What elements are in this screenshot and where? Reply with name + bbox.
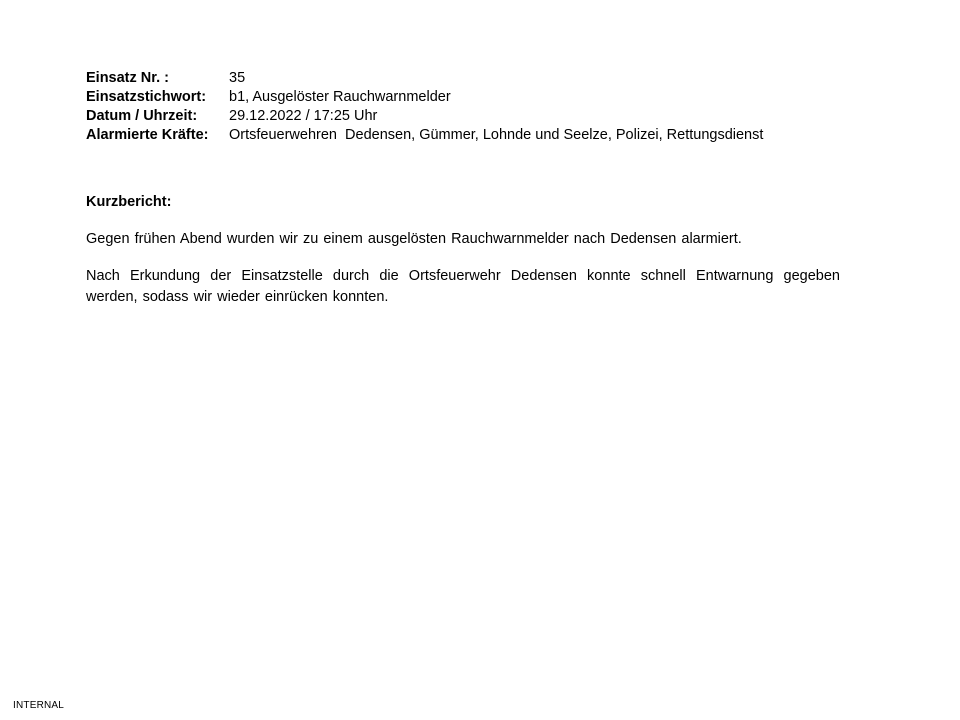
kurzbericht-heading: Kurzbericht: (86, 194, 172, 210)
alarmierte-kraefte-value: Ortsfeuerwehren Dedensen, Gümmer, Lohnde und Seelze, Polizei, Rettungsdienst (229, 127, 764, 143)
kurzbericht-paragraph: Nach Erkundung der Einsatzstelle durch die Ortsfeuerwehr Dedensen konnte schnell Entwarnung gegeben werden, sodass wir wieder einrücken konnten. (86, 268, 840, 305)
einsatz-info-table (86, 69, 763, 145)
datum-uhrzeit-value: 29.12.2022 / 17:25 Uhr (229, 108, 378, 124)
einsatz-row-kraefte (86, 126, 763, 145)
alarmierte-kraefte-label: Alarmierte Kräfte: (86, 127, 209, 143)
einsatzstichwort-value: b1, Ausgelöster Rauchwarnmelder (229, 89, 451, 105)
kurzbericht-paragraph: Gegen frühen Abend wurden wir zu einem ausgelösten Rauchwarnmelder nach Dedensen alarmiert. (86, 231, 742, 247)
kurzbericht-section (86, 192, 840, 324)
einsatz-row-stichwort (86, 88, 763, 107)
einsatzstichwort-label: Einsatzstichwort: (86, 89, 207, 105)
einsatz-row-nummer (86, 69, 763, 88)
classification-label: INTERNAL (13, 700, 65, 711)
datum-uhrzeit-label: Datum / Uhrzeit: (86, 108, 198, 124)
einsatz-nummer-value: 35 (229, 70, 246, 86)
einsatz-row-datum (86, 107, 763, 126)
einsatz-nummer-label: Einsatz Nr. : (86, 70, 169, 86)
